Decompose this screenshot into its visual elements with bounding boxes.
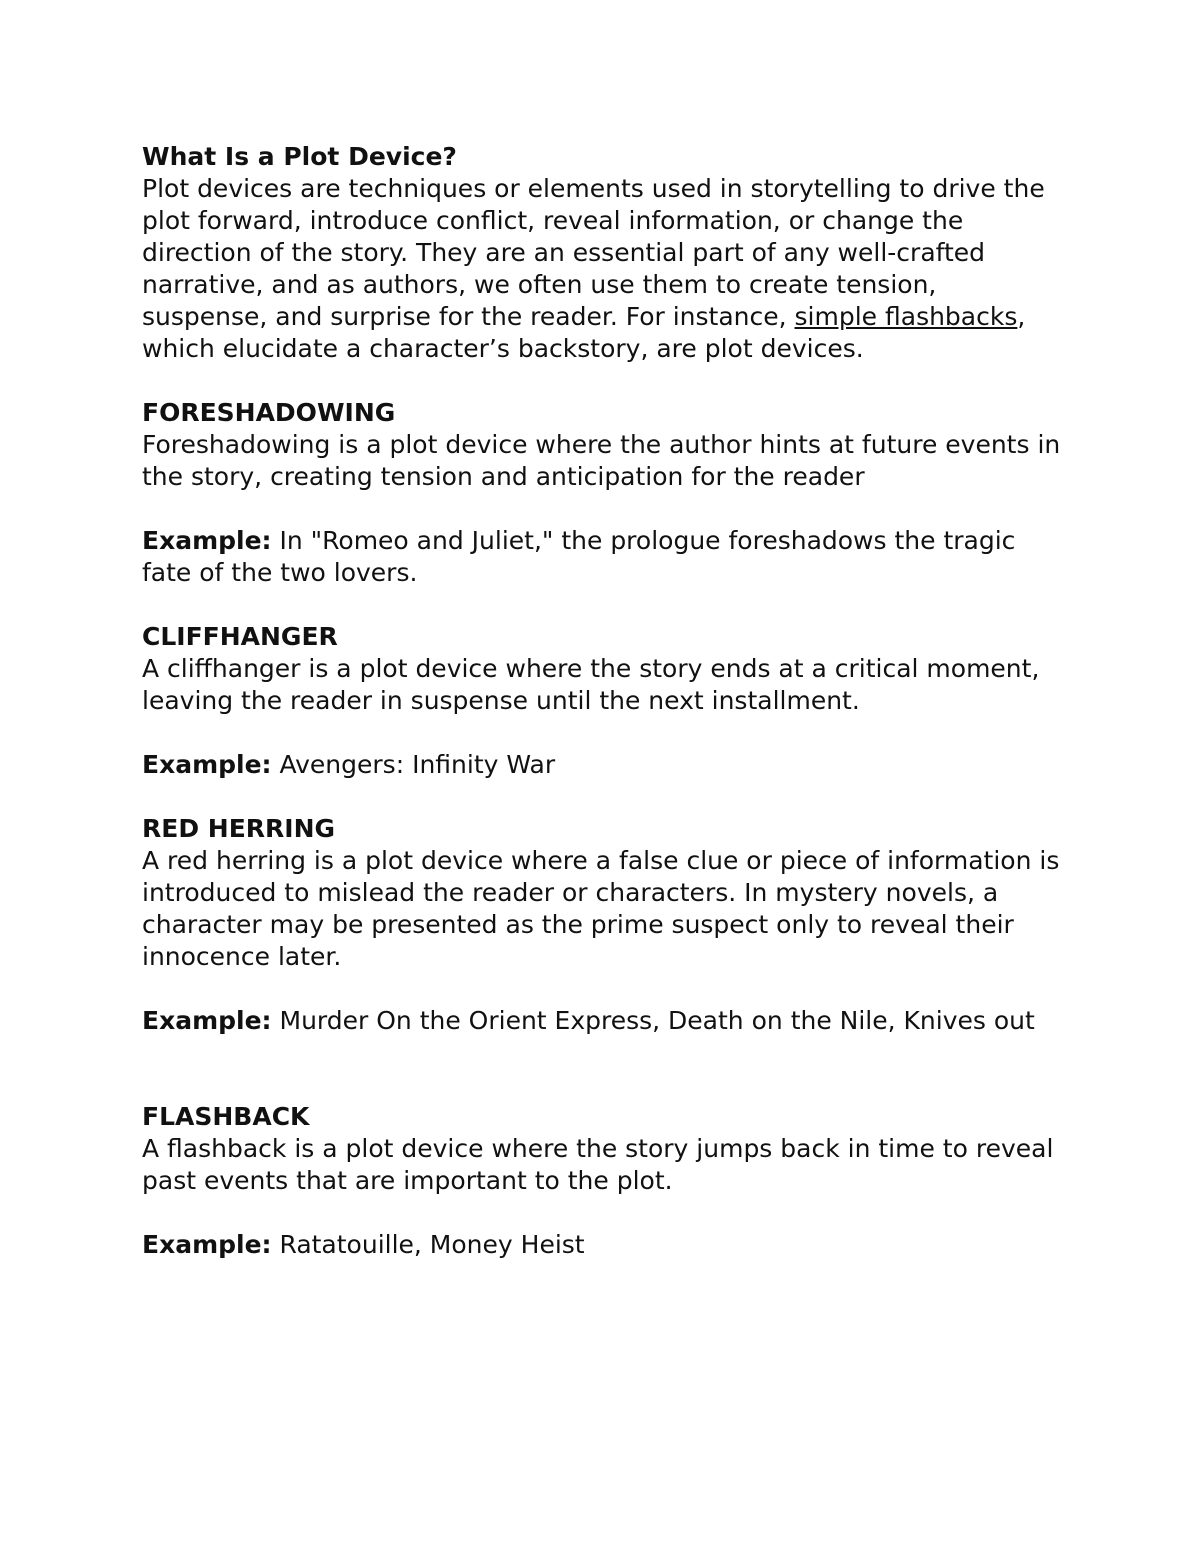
section-description: A flashback is a plot device where the story jumps back in time to reveal past events that are important to the plot. — [142, 1134, 1054, 1195]
example-text: Murder On the Orient Express, Death on the Nile, Knives out — [271, 1006, 1035, 1035]
intro-heading: What Is a Plot Device? — [142, 142, 457, 171]
section-description: Foreshadowing is a plot device where the author hints at future events in the story, creating tension and anticipation for the reader — [142, 430, 1061, 491]
example-label: Example: — [142, 1230, 272, 1259]
example-text: In "Romeo and Juliet," the prologue foreshadows the tragic fate of the two lovers. — [142, 526, 1016, 587]
intro-section — [142, 141, 1062, 365]
section-heading: FORESHADOWING — [142, 398, 396, 427]
example-label: Example: — [142, 1006, 272, 1035]
section-flashback — [142, 1101, 1062, 1261]
example-label: Example: — [142, 750, 272, 779]
section-example — [142, 525, 1062, 589]
section-heading: FLASHBACK — [142, 1102, 310, 1131]
section-heading: RED HERRING — [142, 814, 336, 843]
section-example — [142, 749, 1062, 781]
section-description: A red herring is a plot device where a false clue or piece of information is introduced to mislead the reader or characters. In mystery novels, a character may be presented as the prime suspect only to reveal their innocence later. — [142, 846, 1060, 971]
section-heading: CLIFFHANGER — [142, 622, 338, 651]
section-example — [142, 1229, 1062, 1261]
section-cliffhanger — [142, 621, 1062, 781]
intro-text-after-link: , which elucidate a character’s backstory, are plot devices. — [142, 302, 1026, 363]
intro-paragraph — [142, 173, 1062, 365]
example-label: Example: — [142, 526, 272, 555]
document-page — [142, 141, 1062, 1261]
example-text: Avengers: Infinity War — [271, 750, 556, 779]
section-description: A cliffhanger is a plot device where the story ends at a critical moment, leaving the reader in suspense until the next installment. — [142, 654, 1040, 715]
section-example — [142, 1005, 1062, 1037]
section-foreshadowing — [142, 397, 1062, 589]
simple-flashbacks-link[interactable]: simple flashbacks — [794, 302, 1018, 331]
intro-text-before-link: Plot devices are techniques or elements used in storytelling to drive the plot forward, introduce conflict, reveal information, or change the direction of the story. They are an essential part of any well-crafted narrative, and as authors, we often use them to create tension, suspense, and surprise for the reader. For instance, — [142, 174, 1045, 331]
section-red-herring — [142, 813, 1062, 1037]
example-text: Ratatouille, Money Heist — [271, 1230, 585, 1259]
